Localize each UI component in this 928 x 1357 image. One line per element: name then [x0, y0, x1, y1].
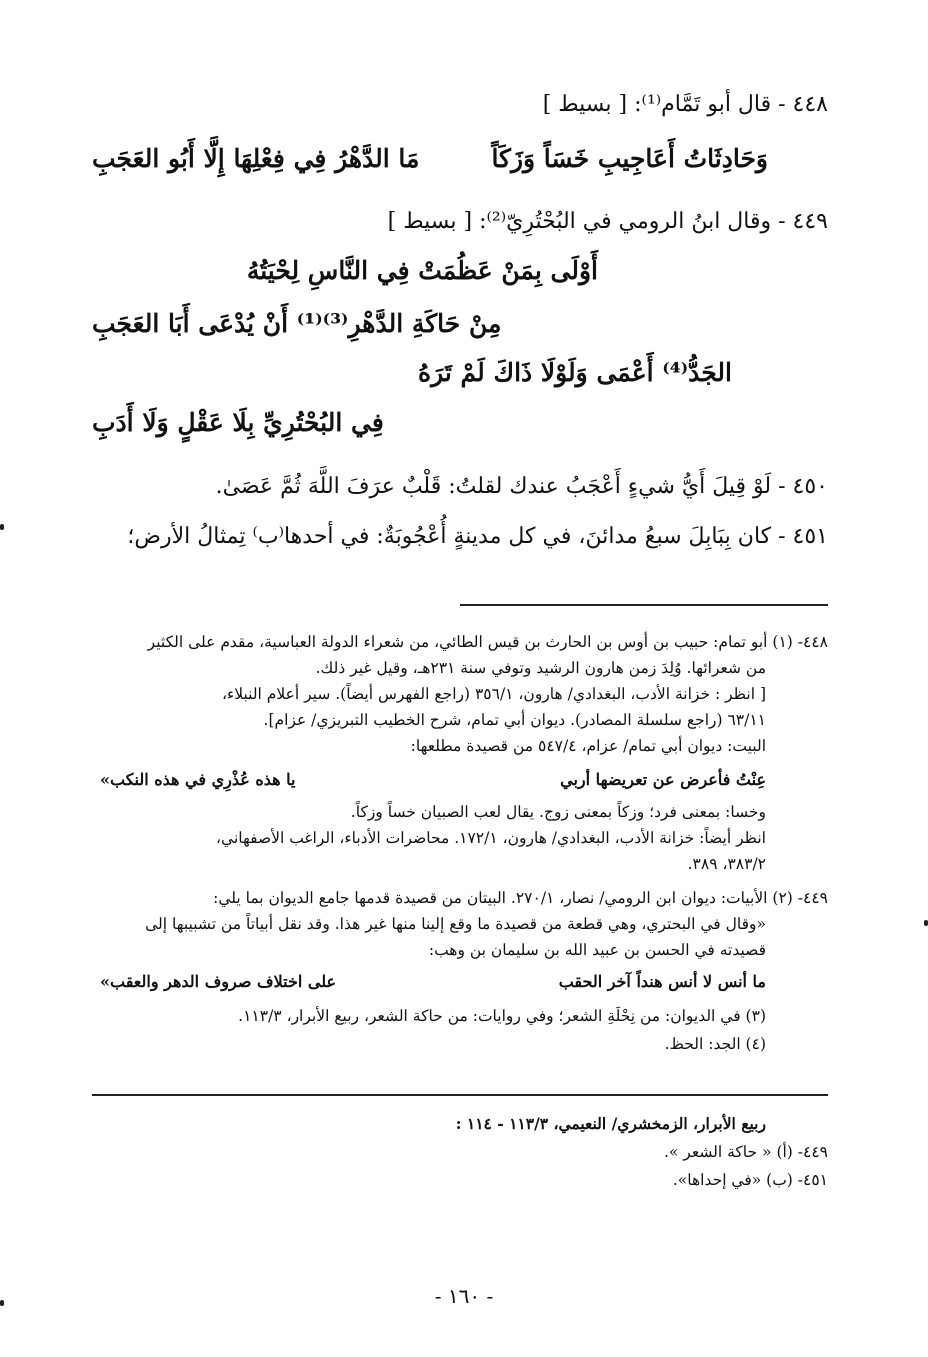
variants-title: ربيع الأبرار، الزمخشري/ النعيمي، ١١٣/٣ - ١١٤ :: [455, 1114, 766, 1133]
entry-448-heading: ٤٤٨ - قال أبو تَمَّام⁽¹⁾: [ بسيط ]: [542, 92, 828, 117]
variants-separator: [92, 1094, 828, 1096]
footnote-2-line-1: ٤٤٩- (٢) الأبيات: ديوان ابن الرومي/ نصار، ٢٧٠/١. البيتان من قصيدة قدمها جامع الديوان بما يلي:: [213, 889, 828, 907]
footnote-2-verse-left: على اختلاف صروف الدهر والعقب»: [100, 972, 337, 991]
scan-edge-mark: [0, 1300, 4, 1306]
variant-a: ٤٤٩- (أ) « حاكة الشعر ».: [663, 1143, 828, 1161]
footnote-1-verse-right: عِنْتُ فأعرض عن تعريضها أربي: [560, 770, 766, 789]
footnote-2-verse-right: ما أنس لا أنس هنداً آخر الحقب: [558, 972, 766, 991]
footnote-1-line-6: وخسا: بمعنى فرد؛ وزكاً بمعنى زوج. يقال لعب الصبيان خساً وزكاً.: [350, 803, 766, 821]
scan-edge-mark: [0, 524, 4, 530]
footnote-1-line-2: من شعرائها. وُلِدَ زمن هارون الرشيد وتوفي سنة ٢٣١هـ، وقيل غير ذلك.: [315, 659, 766, 677]
footnote-3: (٣) في الديوان: من نِحْلَةِ الشعر؛ وفي روايات: من حاكة الشعر، ربيع الأبرار، ١١٣/٣.: [238, 1007, 766, 1025]
entry-448-hemistich-left: مَا الدَّهْرُ فِي فِعْلِهَا إِلَّا أَبُو العَجَبِ: [92, 144, 420, 173]
footnote-1-line-1: ٤٤٨- (١) أبو تمام: حبيب بن أوس بن الحارث بن قيس الطائي، من شعراء الدولة العباسية، مقدم على الكثير: [147, 633, 828, 651]
entry-449-heading: ٤٤٩ - وقال ابنُ الرومي في البُحْتُرِيّ⁽²⁾: [ بسيط ]: [387, 209, 828, 234]
footnote-1-line-8: ٣٨٣/٢، ٣٨٩.: [687, 855, 766, 873]
footnote-1-verse-left: يا هذه عُذْرِي في هذه النكب»: [100, 770, 296, 789]
entry-449-verse1-right: أَوْلَى بِمَنْ عَظُمَتْ فِي النَّاسِ لِحْيَتُهُ: [246, 256, 598, 285]
scan-edge-mark: [924, 920, 928, 926]
footnote-1-line-7: انظر أيضاً: خزانة الأدب، البغدادي/ هارون، ١٧٢/١. محاضرات الأدباء، الراغب الأصفهاني،: [216, 829, 766, 847]
footnote-4: (٤) الجد: الحظ.: [664, 1035, 766, 1053]
page-number: - ١٦٠ -: [434, 1284, 494, 1308]
entry-448-hemistich-right: وَحَادِثَاتُ أَعَاجِيبِ خَسَاً وَزَكَاً: [491, 144, 768, 173]
entry-451: ٤٥١ - كان بِبَابِلَ سبعُ مدائنَ، في كل مدينةٍ أُعْجُوبَةٌ: في أحدها⁽ب⁾ تِمثالُ الأرض؛: [127, 524, 828, 549]
footnote-separator: [460, 604, 828, 606]
footnote-1-line-3: [ انظر : خزانة الأدب، البغدادي/ هارون، ٣٥٦/١ (راجع الفهرس أيضاً). سير أعلام النبلاء،: [221, 685, 766, 703]
entry-449-verse1-left: مِنْ حَاكَةِ الدَّهْرِ⁽³⁾⁽¹⁾ أَنْ يُدْعَى أَبَا العَجَبِ: [92, 309, 502, 338]
entry-450: ٤٥٠ - لَوْ قِيلَ أَيُّ شيءٍ أَعْجَبُ عندك لقلتُ: قَلْبٌ عرَفَ اللَّهَ ثُمَّ عَصَىٰ.: [215, 474, 828, 499]
footnote-2-line-2: «وقال في البحتري، وهي قطعة من قصيدة ما وقع إلينا منها غير هذا. وقد نقل أبياتاً من تشبيبها إلى: [145, 915, 766, 933]
entry-449-verse2-left: فِي البُحْتُرِيِّ بِلَا عَقْلٍ وَلَا أَدَبِ: [92, 408, 384, 437]
variant-b: ٤٥١- (ب) «في إحداها».: [672, 1171, 828, 1189]
footnote-2-line-3: قصيدته في الحسن بن عبيد الله بن سليمان بن وهب:: [428, 941, 766, 959]
footnote-1-line-5: البيت: ديوان أبي تمام/ عزام، ٥٤٧/٤ من قصيدة مطلعها:: [410, 737, 766, 755]
entry-449-verse2-right: الجَدُّ⁽⁴⁾ أَعْمَى وَلَوْلَا ذَاكَ لَمْ تَرَهُ: [417, 358, 732, 387]
footnote-1-line-4: ٦٣/١١ (راجع سلسلة المصادر). ديوان أبي تمام، شرح الخطيب التبريزي/ عزام].: [263, 711, 766, 729]
